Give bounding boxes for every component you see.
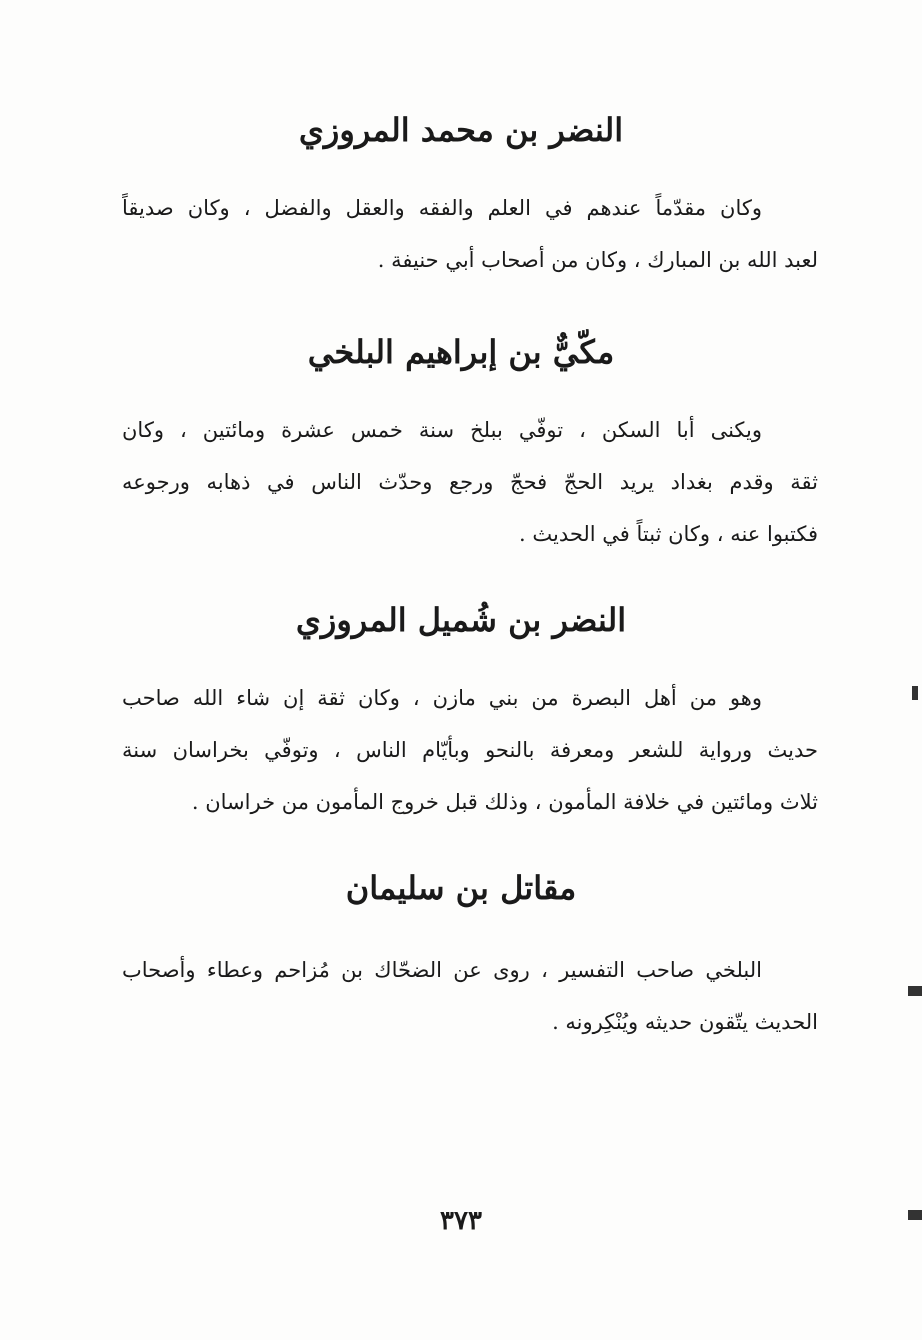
entry-2-line-2: ثقة وقدم بغداد يريد الحجّ فحجّ ورجع وحدّث الناس في ذهابه ورجوعه bbox=[122, 470, 818, 494]
entry-4-line-2: الحديث يتّقون حديثه ويُنْكِرونه . bbox=[552, 1010, 818, 1034]
entry-title-1: النضر بن محمد المروزي bbox=[298, 111, 624, 149]
entry-title-3: النضر بن شُميل المروزي bbox=[295, 601, 627, 639]
entry-2-line-1: ويكنى أبا السكن ، توفّي ببلخ سنة خمس عشرة ومائتين ، وكان bbox=[122, 418, 762, 442]
scan-edge-mark bbox=[912, 686, 918, 700]
entry-3-line-2: حديث ورواية للشعر ومعرفة بالنحو وبأيّام الناس ، وتوفّي بخراسان سنة bbox=[122, 738, 818, 762]
scan-edge-mark bbox=[908, 1210, 922, 1220]
entry-body-2 bbox=[122, 404, 818, 560]
entry-title-4: مقاتل بن سليمان bbox=[345, 869, 577, 907]
entry-3-line-3: ثلاث ومائتين في خلافة المأمون ، وذلك قبل خروج المأمون من خراسان . bbox=[191, 790, 818, 814]
entry-title-2: مكّيٌّ بن إبراهيم البلخي bbox=[307, 333, 615, 371]
entry-2-line-3: فكتبوا عنه ، وكان ثبتاً في الحديث . bbox=[519, 522, 818, 546]
scan-edge-mark bbox=[908, 986, 922, 996]
entry-3-line-1: وهو من أهل البصرة من بني مازن ، وكان ثقة إن شاء الله صاحب bbox=[122, 686, 762, 710]
entry-body-4 bbox=[122, 944, 818, 1048]
entry-body-1 bbox=[122, 182, 818, 286]
entry-1-line-1: وكان مقدّماً عندهم في العلم والفقه والعقل والفضل ، وكان صديقاً bbox=[122, 196, 762, 220]
page-number: ٣٧٣ bbox=[440, 1206, 482, 1236]
entry-1-line-2: لعبد الله بن المبارك ، وكان من أصحاب أبي حنيفة . bbox=[377, 248, 818, 272]
entry-4-line-1: البلخي صاحب التفسير ، روى عن الضحّاك بن مُزاحم وعطاء وأصحاب bbox=[122, 958, 762, 982]
entry-body-3 bbox=[122, 672, 818, 828]
